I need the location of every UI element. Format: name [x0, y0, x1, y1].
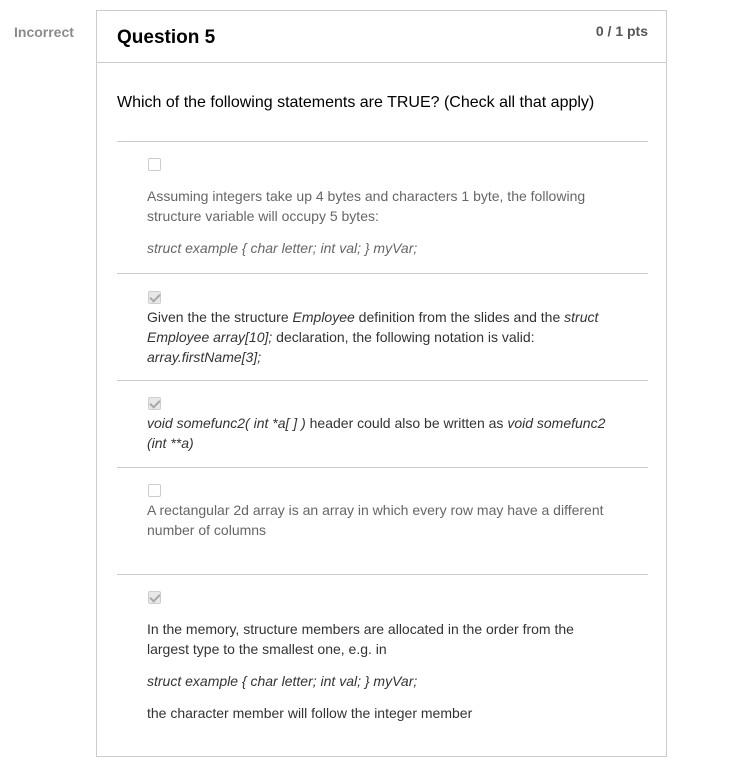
answer-2-checkbox-checked[interactable]	[148, 291, 161, 304]
answer-1-code: struct example { char letter; int val; } myVar;	[147, 240, 418, 256]
answer-3-t2: header could also be written as	[305, 415, 508, 431]
answer-option-1[interactable]	[117, 141, 648, 273]
answer-2-t4: struct Employee array[10];	[147, 309, 599, 345]
answer-option-2[interactable]	[117, 273, 648, 380]
answer-3-checkbox-checked[interactable]	[148, 397, 161, 410]
answer-2-t3: definition from the slides and the	[354, 309, 565, 325]
answer-option-3[interactable]	[117, 380, 648, 467]
question-card	[96, 10, 667, 757]
question-title: Question 5	[117, 27, 216, 48]
answer-5-line1: In the memory, structure members are allocated in the order from the largest type to the smallest one, e.g. in	[147, 621, 574, 657]
answer-2-t2: Employee	[292, 309, 355, 325]
answer-4-text: A rectangular 2d array is an array in which every row may have a different number of columns	[147, 502, 604, 538]
answer-5-text	[147, 619, 617, 723]
answer-2-t1: Given the the structure	[147, 309, 293, 325]
answer-3-t1: void somefunc2( int *a[ ] )	[147, 415, 306, 431]
answer-4-checkbox[interactable]	[148, 484, 161, 497]
answer-2-t6: array.firstName[3];	[147, 349, 262, 365]
incorrect-label: Incorrect	[14, 24, 74, 40]
answer-5-code: struct example { char letter; int val; } myVar;	[147, 673, 418, 689]
answer-1-checkbox[interactable]	[148, 158, 161, 171]
answer-list	[117, 141, 648, 749]
answer-5-line3: the character member will follow the integer member	[147, 705, 473, 721]
question-prompt: Which of the following statements are TRUE? (Check all that apply)	[117, 94, 595, 111]
answer-3-text	[147, 413, 617, 453]
question-points: 0 / 1 pts	[595, 23, 648, 39]
answer-2-text	[147, 307, 617, 367]
answer-option-4[interactable]	[117, 467, 648, 574]
answer-3-t3: void somefunc2 (int **a)	[147, 415, 606, 451]
answer-2-t5: declaration, the following notation is valid:	[272, 329, 535, 345]
question-header	[97, 11, 666, 63]
answer-1-text	[147, 186, 617, 258]
answer-option-5[interactable]	[117, 574, 648, 749]
answer-5-checkbox-checked[interactable]	[148, 591, 161, 604]
answer-1-line1: Assuming integers take up 4 bytes and characters 1 byte, the following structure variable will occupy 5 bytes:	[147, 188, 586, 224]
